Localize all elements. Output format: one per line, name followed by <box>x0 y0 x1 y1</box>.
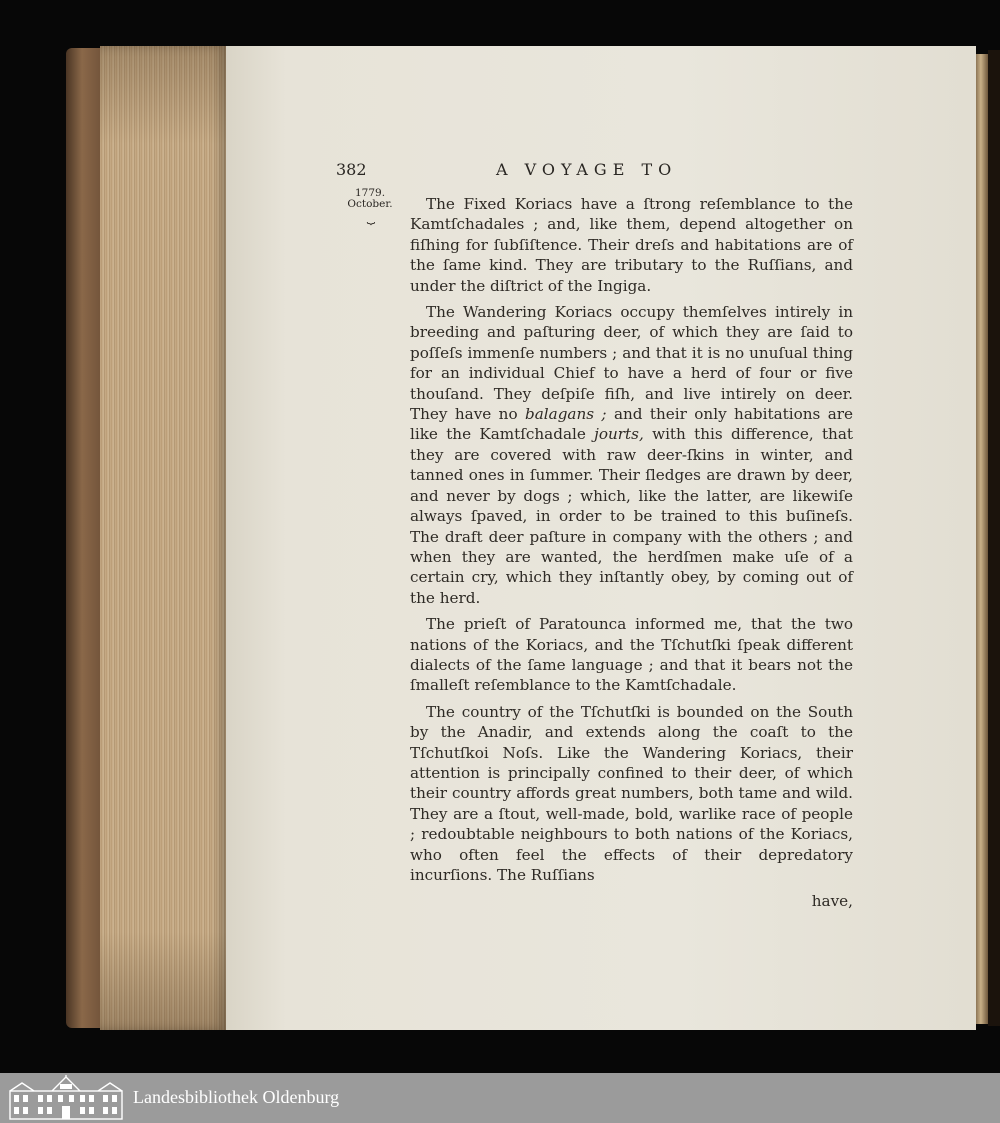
margin-note-month: October. <box>347 198 393 210</box>
book-spine-shadow <box>988 50 1000 1026</box>
page-edges <box>100 46 226 1030</box>
library-name-link[interactable]: Landesbibliothek Oldenburg <box>133 1087 340 1107</box>
page-number: 382 <box>336 160 367 179</box>
paragraph-wandering-koriacs <box>410 302 853 608</box>
brace-icon: ⏟ <box>366 209 374 225</box>
paragraph-text: and their only habitations are like the Kamtſchadale <box>410 405 853 444</box>
paragraph-tschutski: The country of the Tſchutſki is bounded on the South by the Anadir, and extends along the coaſt to the Tſchutſkoi Noſs. Like the Wandering Koriacs, their attention is principally confined to their deer, of which their country affords great numbers, both tame and wild. They are a ſtout, well-made, bold, warlike race of people ; redoubtable neighbours to both nations of the Koriacs, who often feel the effects of their depredatory incurſions. The Ruſſians <box>410 702 853 884</box>
italic-term-balagans: balagans ; <box>525 405 607 424</box>
paragraph-priest: The prieſt of Paratounca informed me, that the two nations of the Koriacs, and the Tſchutſki ſpeak different dialects of the ſame language ; and that it bears not the ſmalleſt reſemblance to the Kamtſchadale. <box>410 615 853 695</box>
page-header <box>336 160 856 186</box>
paragraph-text: with this difference, that they are covered with raw deer-ſkins in winter, and tanned ones in ſummer. Their ſledges are drawn by deer, and never by dogs ; which, like the latter, are likewiſe always ſpaved, in order to be trained to this buſineſs. The draft deer paſture in company with the others ; and when they are wanted, the herdſmen make uſe of a certain cry, which they inſtantly obey, by coming out of the herd. <box>410 425 853 607</box>
paragraph-text: The Wandering Koriacs occupy themſelves intirely in breeding and paſturing deer, of which they are ſaid to poſſeſs immenſe numbers ; and that it is no unuſual thing for an individual Chief to have a herd of four or five thouſand. They deſpiſe fiſh, and live intirely on deer. They have no <box>410 303 853 424</box>
running-title: A VOYAGE TO <box>496 160 678 179</box>
italic-term-jourts: jourts, <box>594 425 644 444</box>
body-text <box>410 194 853 912</box>
catchword: have, <box>811 892 853 911</box>
margin-note <box>339 187 401 225</box>
facing-page-edge <box>976 54 988 1024</box>
library-building-icon[interactable] <box>8 1075 124 1121</box>
margin-note-year: 1779. <box>354 187 386 199</box>
footer-bar <box>0 1073 1000 1123</box>
paragraph-fixed-koriacs: The Fixed Koriacs have a ſtrong reſemblance to the Kamtſchadales ; and, like them, depend altogether on fiſhing for ſubſiſtence. Their dreſs and habitations are of the ſame kind. They are tributary to the Ruſſians, and under the diſtrict of the Ingiga. <box>410 195 853 295</box>
